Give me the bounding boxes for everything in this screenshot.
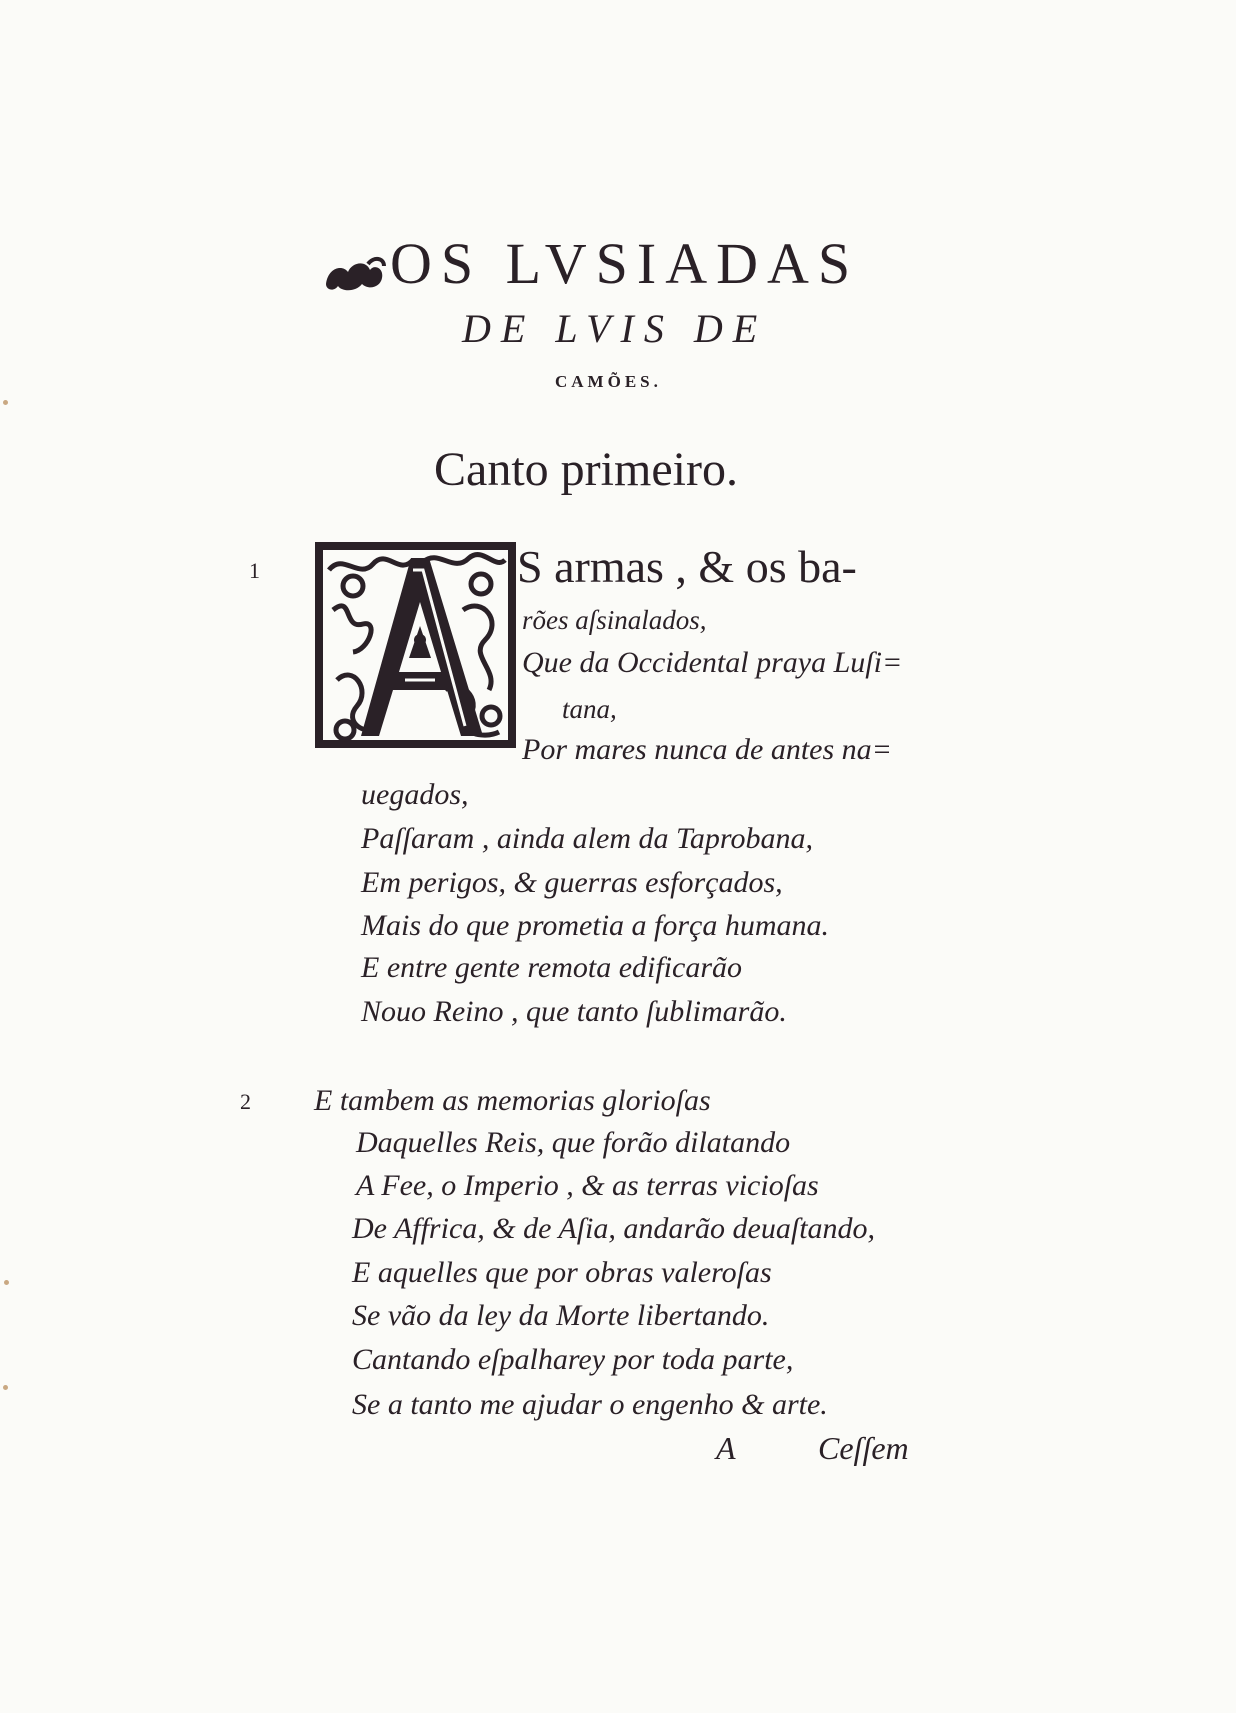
stanza-1-line-2: rões aſsinalados, bbox=[522, 605, 707, 635]
paper-speck bbox=[3, 400, 8, 405]
stanza-2-line-7: Cantando eſpalharey por toda parte, bbox=[352, 1343, 794, 1376]
canto-heading: Canto primeiro. bbox=[434, 443, 738, 496]
stanza-1-line-10: E entre gente remota edificarão bbox=[361, 951, 743, 984]
stanza-2-line-8: Se a tanto me ajudar o engenho & arte. bbox=[352, 1388, 828, 1421]
stanza-2-line-2: Daquelles Reis, que forão dilatando bbox=[356, 1126, 791, 1159]
paper-speck bbox=[4, 1280, 9, 1285]
book-subtitle: DE LVIS DE bbox=[462, 306, 768, 351]
decorated-initial-a-icon bbox=[313, 540, 518, 750]
stanza-1-line-7: Paſſaram , ainda alem da Taprobana, bbox=[361, 822, 813, 855]
stanza-1-line-9: Mais do que prometia a força humana. bbox=[361, 909, 830, 942]
stanza-1-line-11: Nouo Reino , que tanto ſublimarão. bbox=[361, 995, 787, 1028]
signature-mark: A bbox=[716, 1430, 736, 1466]
stanza-number-2: 2 bbox=[240, 1089, 251, 1114]
stanza-1-line-4: tana, bbox=[562, 694, 617, 724]
stanza-2-line-1: E tambem as memorias glorioſas bbox=[314, 1084, 711, 1117]
stanza-2-line-3: A Fee, o Imperio , & as terras vicioſas bbox=[356, 1169, 819, 1202]
paper-speck bbox=[3, 1385, 8, 1390]
book-title: OS LVSIADAS bbox=[390, 231, 860, 296]
title-block bbox=[272, 228, 952, 308]
stanza-2-line-4: De Affrica, & de Aſia, andarão deuaſtando, bbox=[352, 1212, 876, 1245]
stanza-1-line-8: Em perigos, & guerras esforçados, bbox=[361, 866, 783, 899]
stanza-1-line-6: uegados, bbox=[361, 778, 469, 811]
stanza-1-line-5: Por mares nunca de antes na= bbox=[522, 733, 892, 766]
stanza-1-line-1: S armas , & os ba- bbox=[517, 541, 857, 592]
fleuron-ornament-icon bbox=[322, 254, 388, 294]
catchword: Ceſſem bbox=[818, 1430, 909, 1466]
stanza-number-1: 1 bbox=[249, 558, 260, 583]
stanza-2-line-6: Se vão da ley da Morte libertando. bbox=[352, 1299, 770, 1332]
stanza-2-line-5: E aquelles que por obras valeroſas bbox=[352, 1256, 772, 1289]
stanza-1-line-3: Que da Occidental praya Luſi= bbox=[522, 646, 903, 679]
author-name: CAMÕES. bbox=[555, 372, 662, 391]
